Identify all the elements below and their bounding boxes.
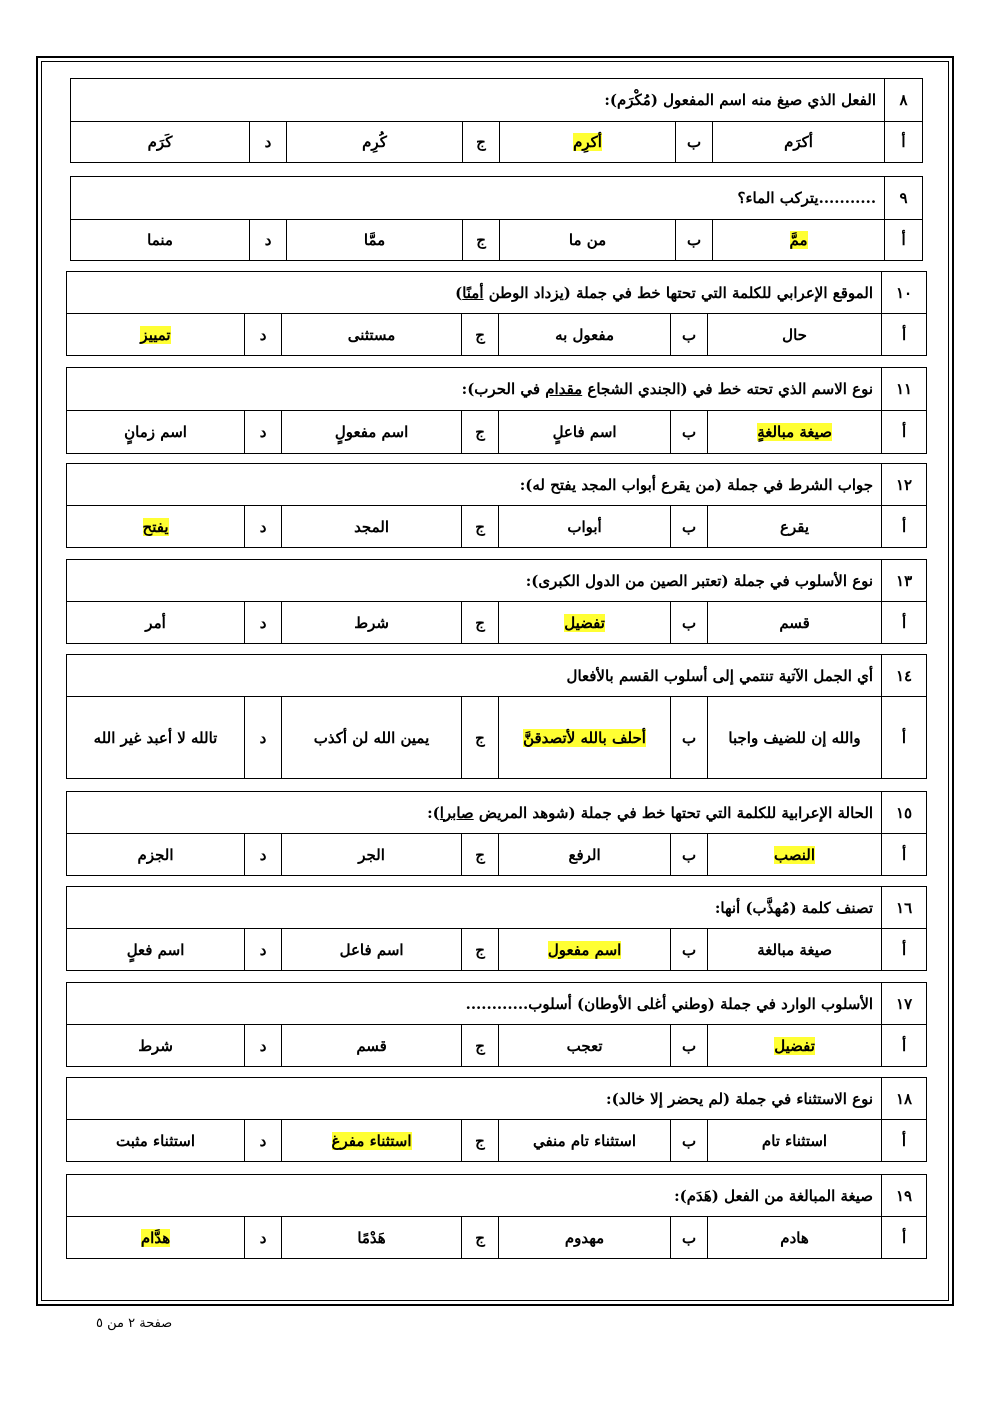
option-c[interactable]: اسم مفعولٍ [282,411,462,454]
option-c[interactable]: مستثنى [282,314,462,356]
option-b[interactable]: مهدوم [499,1217,671,1259]
question-19 [66,1174,927,1259]
question-number: ١٠ [882,272,927,314]
question-16 [66,886,927,971]
option-letter: ج [463,220,500,261]
question-stem: جواب الشرط في جملة (من يقرع أبواب المجد يفتح له): [67,464,882,506]
option-d[interactable] [67,314,245,356]
highlighted-answer: أحلف بالله لأتصدقنَّ [523,728,646,747]
question-stem: ...........يتركب الماء؟ [71,177,885,220]
underlined-word: صابرا [439,803,474,822]
option-letter: أ [882,506,927,548]
option-c[interactable]: كُرِم [287,122,463,163]
option-letter: ج [462,1217,499,1259]
question-stem: الحالة الإعرابية للكلمة التي تحتها خط في جملة (شوهد المريض صابرا): [67,792,882,834]
question-14 [66,654,927,779]
question-10 [66,271,927,356]
question-number: ١٤ [882,655,927,697]
underlined-word: مقدام [545,380,583,398]
option-b[interactable] [499,929,671,971]
question-number: ١٨ [882,1078,927,1120]
option-letter: ج [462,929,499,971]
option-letter: أ [885,220,923,261]
option-letter: د [245,697,282,779]
highlighted-answer: أكرِم [573,133,602,151]
option-c[interactable]: الجر [282,834,462,876]
question-number: ٩ [885,177,923,220]
option-a[interactable]: هادم [708,1217,882,1259]
option-letter: ب [671,1120,708,1162]
option-letter: د [245,411,282,454]
option-a[interactable]: حال [708,314,882,356]
option-b[interactable]: اسم فاعلٍ [499,411,671,454]
option-letter: ج [462,1120,499,1162]
highlighted-answer: تفضيل [774,1036,815,1055]
option-c[interactable]: يمين الله لن أكذب [282,697,462,779]
option-letter: ب [671,314,708,356]
option-letter: أ [882,929,927,971]
option-letter: د [245,602,282,644]
option-c[interactable]: هَدْمًا [282,1217,462,1259]
option-c[interactable] [282,1120,462,1162]
option-c[interactable]: اسم فاعل [282,929,462,971]
option-c[interactable]: شرط [282,602,462,644]
option-letter: ج [462,834,499,876]
option-a[interactable] [713,220,885,261]
option-letter: ب [671,834,708,876]
highlighted-answer: تمييز [140,325,171,344]
question-18 [66,1077,927,1162]
option-letter: د [250,122,287,163]
option-letter: د [245,506,282,548]
question-17 [66,982,927,1067]
option-letter: ب [671,1025,708,1067]
option-letter: أ [882,411,927,454]
highlighted-answer: النصب [774,845,816,864]
highlighted-answer: ممَّ [789,231,808,249]
question-stem: أي الجمل الآتية تنتمي إلى أسلوب القسم بالأفعال [67,655,882,697]
option-letter: ج [462,411,499,454]
page-number: صفحة ٢ من ٥ [96,1316,173,1331]
question-stem: نوع الاستثناء في جملة (لم يحضر إلا خالد): [67,1078,882,1120]
option-b[interactable] [499,602,671,644]
question-9 [70,176,923,261]
underlined-word: أمنًا [462,283,484,302]
option-letter: أ [882,1025,927,1067]
option-a[interactable] [708,1025,882,1067]
option-letter: ج [462,314,499,356]
question-8 [70,78,923,163]
question-number: ٨ [885,79,923,122]
question-number: ١٧ [882,983,927,1025]
option-letter: د [245,314,282,356]
question-stem: الأسلوب الوارد في جملة (وطني أغلى الأوطان) أسلوب............ [67,983,882,1025]
question-number: ١٢ [882,464,927,506]
question-stem: تصنف كلمة (مُهذَّب) أنها: [67,887,882,929]
question-number: ١١ [882,368,927,411]
highlighted-answer: يفتح [142,517,169,536]
option-d[interactable]: تالله لا أعبد غير الله [67,697,245,779]
option-b[interactable]: استثناء تام منفي [499,1120,671,1162]
option-letter: أ [882,314,927,356]
highlighted-answer: اسم مفعول [547,940,622,959]
option-a[interactable]: استثناء تام [708,1120,882,1162]
option-letter: أ [885,122,923,163]
highlighted-answer: هدَّام [140,1228,171,1247]
option-b[interactable] [499,697,671,779]
option-d[interactable]: شرط [67,1025,245,1067]
option-letter: ب [671,929,708,971]
option-c[interactable]: قسم [282,1025,462,1067]
question-stem: الموقع الإعرابي للكلمة التي تحتها خط في جملة (يزداد الوطن أمنًا) [67,272,882,314]
option-d[interactable]: أمر [67,602,245,644]
question-number: ١٥ [882,792,927,834]
option-a[interactable]: يقرع [708,506,882,548]
option-letter: ج [462,506,499,548]
option-d[interactable]: اسم زمانٍ [67,411,245,454]
option-d[interactable]: الجزم [67,834,245,876]
option-letter: د [245,1217,282,1259]
question-number: ١٦ [882,887,927,929]
option-letter: أ [882,1120,927,1162]
option-letter: ج [462,1025,499,1067]
option-letter: د [245,834,282,876]
question-11 [66,367,927,454]
question-stem: نوع الأسلوب في جملة (تعتبر الصين من الدول الكبرى): [67,560,882,602]
option-letter: د [245,1025,282,1067]
option-a[interactable]: أكرَم [713,122,885,163]
option-b[interactable] [500,122,676,163]
option-d[interactable] [67,1217,245,1259]
option-a[interactable] [708,834,882,876]
option-letter: ب [671,602,708,644]
option-letter: ب [671,411,708,454]
option-d[interactable]: اسم فعلٍ [67,929,245,971]
question-number: ١٩ [882,1175,927,1217]
highlighted-answer: تفضيل [564,613,605,632]
option-letter: د [250,220,287,261]
option-letter: ب [671,506,708,548]
question-12 [66,463,927,548]
option-d[interactable]: كَرَم [71,122,250,163]
question-stem: نوع الاسم الذي تحته خط في (الجندي الشجاع مقدام في الحرب): [67,368,882,411]
option-letter: د [245,929,282,971]
option-letter: ج [462,602,499,644]
option-letter: أ [882,697,927,779]
option-d[interactable]: استثناء مثبت [67,1120,245,1162]
question-stem: الفعل الذي صيغ منه اسم المفعول (مُكْرَم): [71,79,885,122]
option-letter: ب [671,1217,708,1259]
question-number: ١٣ [882,560,927,602]
option-letter: ج [462,697,499,779]
option-b[interactable]: من ما [500,220,676,261]
option-b[interactable]: مفعول به [499,314,671,356]
option-a[interactable]: والله إن للضيف واجبا [708,697,882,779]
option-c[interactable]: ممَّا [287,220,463,261]
option-d[interactable]: منما [71,220,250,261]
option-letter: أ [882,602,927,644]
option-d[interactable] [67,506,245,548]
option-letter: ب [676,122,713,163]
option-b[interactable]: أبواب [499,506,671,548]
option-letter: ب [671,697,708,779]
option-letter: أ [882,1217,927,1259]
highlighted-answer: صيغة مبالغةٍ [757,423,832,441]
option-a[interactable]: صيغة مبالغة [708,929,882,971]
option-b[interactable]: تعجب [499,1025,671,1067]
option-a[interactable]: قسم [708,602,882,644]
question-15 [66,791,927,876]
option-letter: د [245,1120,282,1162]
option-letter: ج [463,122,500,163]
option-b[interactable]: الرفع [499,834,671,876]
question-stem: صيغة المبالغة من الفعل (هَدَم): [67,1175,882,1217]
option-a[interactable] [708,411,882,454]
option-letter: ب [676,220,713,261]
highlighted-answer: استثناء مفرغ [331,1131,412,1150]
question-13 [66,559,927,644]
option-c[interactable]: المجد [282,506,462,548]
option-letter: أ [882,834,927,876]
